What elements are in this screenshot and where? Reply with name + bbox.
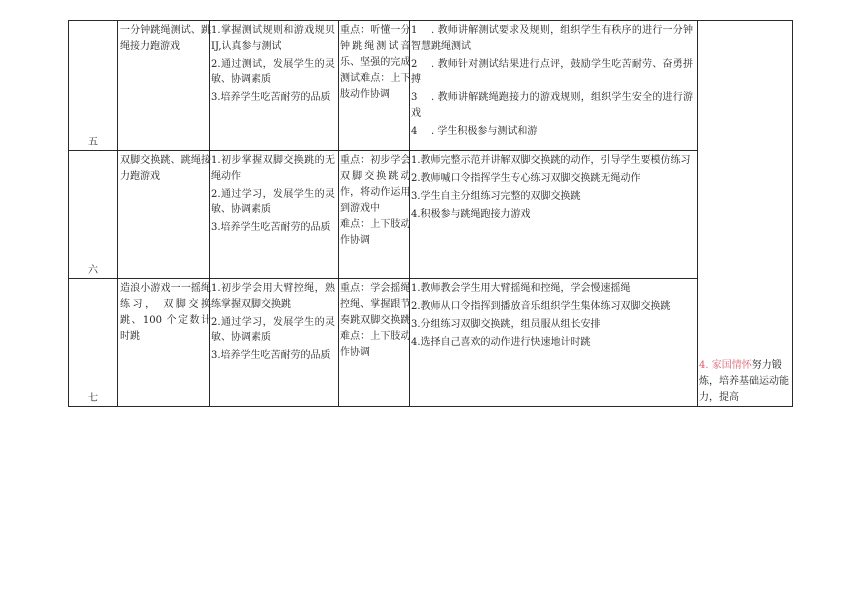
week-cell [69, 279, 118, 407]
note-text: 努力锻炼，培养基础运动能力，提高 [699, 360, 789, 403]
week-cell [69, 151, 118, 279]
process-cell [410, 21, 698, 151]
step-text: . 学生积极参与测试和游 [431, 125, 538, 137]
process-step: 1.教师完整示范并讲解双脚交换跳的动作，引导学生要模仿练习 [411, 155, 691, 166]
key-points-cell [339, 279, 410, 407]
lesson-content: 双脚交换跳、跳绳接力跑游戏 [120, 155, 211, 182]
objective-item: 2.通过学习，发展学生的灵敏、协调素质 [211, 188, 335, 215]
step-text: . 教师讲解跳绳跑接力的游戏规则，组织学生安全的进行游戏 [411, 92, 693, 119]
week-number: 七 [88, 393, 98, 404]
step-number: 4 [411, 125, 418, 137]
table-row [69, 151, 698, 279]
lesson-content: 一分钟跳绳测试、跳绳接力跑游戏 [120, 25, 211, 52]
note-highlight: 4. 家国情怀 [699, 360, 752, 371]
key-point-item: 重点：听懂一分钟跳绳测试音乐、坚强的完成测试难点：上下肢动作协调 [340, 25, 411, 100]
objective-item: 2.通过学习，发展学生的灵敏、协调素质 [211, 316, 335, 343]
process-step [411, 57, 693, 88]
key-points-cell [339, 21, 410, 151]
content-cell [118, 279, 210, 407]
step-number: 2 [411, 58, 418, 70]
week-cell [69, 21, 118, 151]
step-number: 1 [411, 25, 418, 36]
objective-item: 3.培养学生吃苦耐劳的品质 [211, 92, 331, 103]
process-step: 2.教师从口令指挥到播放音乐组织学生集体练习双脚交换跳 [411, 301, 671, 312]
table-row [69, 21, 698, 151]
process-step [411, 90, 693, 121]
step-text: . 教师针对测试结果进行点评，鼓励学生吃苦耐劳、奋勇拼搏 [411, 58, 693, 85]
process-step [411, 23, 693, 54]
objective-item: 3.培养学生吃苦耐劳的品质 [211, 222, 331, 233]
objective-item: 1.初步掌握双脚交换跳的无绳动作 [211, 155, 335, 182]
step-text: . 教师讲解测试要求及规则，组织学生有秩序的进行一分钟智慧跳绳测试 [411, 25, 693, 52]
process-step: 4.积极参与跳绳跑接力游戏 [411, 209, 531, 220]
process-step: 3.分组练习双脚交换跳，组员服从组长安排 [411, 319, 601, 330]
key-points-cell [339, 151, 410, 279]
process-step: 1.教师教会学生用大臂摇绳和控绳，学会慢速摇绳 [411, 283, 631, 294]
objective-item: 1.初步学会用大臂控绳，熟练掌握双脚交换跳 [211, 283, 335, 310]
content-cell [118, 151, 210, 279]
lesson-plan-table [68, 20, 793, 407]
week-number: 六 [88, 265, 98, 276]
process-step: 2.教师喊口令指挥学生专心练习双脚交换跳无绳动作 [411, 173, 641, 184]
objective-item: 2.通过测试，发展学生的灵敏、协调素质 [211, 58, 335, 85]
process-cell [410, 279, 698, 407]
objectives-cell [210, 279, 339, 407]
process-step [411, 124, 693, 140]
process-step: 3.学生自主分组练习完整的双脚交换跳 [411, 191, 581, 202]
content-cell [118, 21, 210, 151]
process-step: 4.选择自己喜欢的动作进行快速地计时跳 [411, 337, 591, 348]
ideology-note [699, 358, 791, 406]
key-point-item: 重点：初步学会双脚交换跳动作，将动作运用到游戏中 [340, 155, 411, 214]
table-row [69, 279, 698, 407]
objectives-cell [210, 21, 339, 151]
objective-item: 1.掌握测试规则和游戏规贝IJ,认真参与测试 [211, 25, 335, 52]
process-cell [410, 151, 698, 279]
objective-item: 3.培养学生吃苦耐劳的品质 [211, 350, 331, 361]
week-number: 五 [88, 137, 98, 148]
key-point-item: 难点：上下肢动作协调 [340, 219, 411, 246]
lesson-content: 造浪小游戏一一摇绳练习， 双脚交换跳、100 个定数计时跳 [120, 283, 211, 342]
step-number: 3 [411, 92, 418, 103]
objectives-cell [210, 151, 339, 279]
key-point-item: 重点：学会摇绳控绳、掌握跟节奏跳双脚交换跳难点：上下肢动作协调 [340, 283, 411, 358]
ideology-cell [698, 21, 793, 407]
